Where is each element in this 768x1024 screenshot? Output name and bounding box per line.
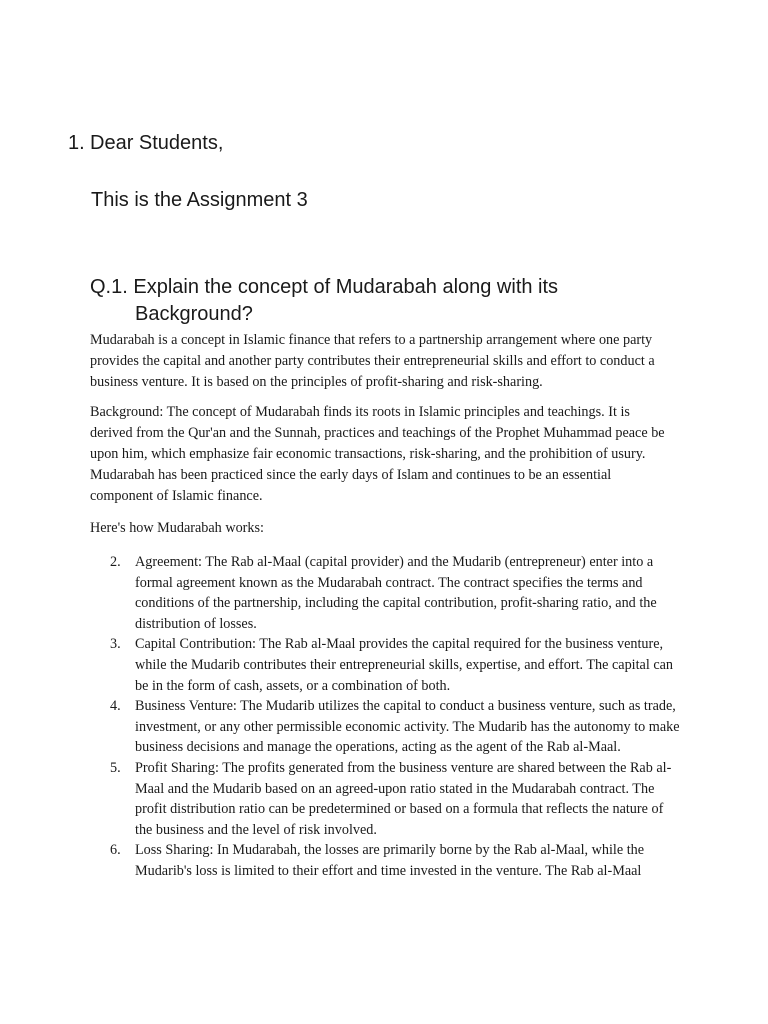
- paragraph-intro: Mudarabah is a concept in Islamic finance that refers to a partnership arrangement where one party provides the capital and another party contributes their entrepreneurial skills and effort to conduct a business venture. It is based on the principles of profit-sharing and risk-sharing.: [90, 332, 655, 390]
- greeting-heading: [68, 130, 223, 156]
- list-item-text: Agreement: The Rab al-Maal (capital provider) and the Mudarib (entrepreneur) enter into a formal agreement known as the Mudarabah contract. The contract specifies the terms and conditions of the partnership, including the capital contribution, profit-sharing ratio, and the distribution of losses.: [135, 554, 657, 632]
- list-item-number: 6.: [110, 842, 121, 859]
- question-title-line-2: Background?: [135, 303, 253, 325]
- list-item-text: Capital Contribution: The Rab al-Maal provides the capital required for the business venture, while the Mudarib contributes their entrepreneurial skills, expertise, and effort. The capital can be in the form of cash, assets, or a combination of both.: [135, 636, 674, 694]
- list-item-text: Business Venture: The Mudarib utilizes the capital to conduct a business venture, such as trade, investment, or any other permissible economic activity. The Mudarib has the autonomy to make business decisions and manage the operations, acting as the agent of the Rab al-Maal.: [135, 698, 680, 756]
- list-item: [90, 696, 680, 758]
- question-title-line-1: Q.1. Explain the concept of Mudarabah along with its: [90, 276, 559, 298]
- list-item: [90, 552, 680, 634]
- list-item: [90, 758, 680, 840]
- list-item-text: Loss Sharing: In Mudarabah, the losses are primarily borne by the Rab al-Maal, while the Mudarib's loss is limited to their effort and time invested in the venture. The Rab al-Maal: [135, 842, 645, 879]
- list-item-text: Profit Sharing: The profits generated from the business venture are shared between the Rab al-Maal and the Mudarib based on an agreed-upon ratio stated in the Mudarabah contract. The profit distribution ratio can be predetermined or based on a formula that reflects the nature of the business and the level of risk involved.: [135, 759, 672, 838]
- question-title: [90, 274, 610, 328]
- greeting-number: 1.: [68, 132, 85, 154]
- list-item-number: 2.: [110, 554, 121, 570]
- list-item-number: 3.: [110, 636, 121, 653]
- list-item-number: 4.: [110, 698, 121, 715]
- steps-list: [90, 552, 680, 882]
- assignment-title: This is the Assignment 3: [91, 189, 308, 211]
- list-item: [90, 840, 680, 881]
- list-item-number: 5.: [110, 759, 121, 776]
- list-item: [90, 634, 680, 696]
- paragraph-how-it-works: Here's how Mudarabah works:: [90, 520, 264, 536]
- greeting-text: Dear Students,: [90, 132, 224, 154]
- paragraph-background: Background: The concept of Mudarabah finds its roots in Islamic principles and teachings. It is derived from the Qur'an and the Sunnah, practices and teachings of the Prophet Muhammad peace be upon him, which emphasize fair economic transactions, risk-sharing, and the prohibition of usury. Mudarabah has been practiced since the early days of Islam and continues to be an essential component of Islamic finance.: [90, 404, 665, 504]
